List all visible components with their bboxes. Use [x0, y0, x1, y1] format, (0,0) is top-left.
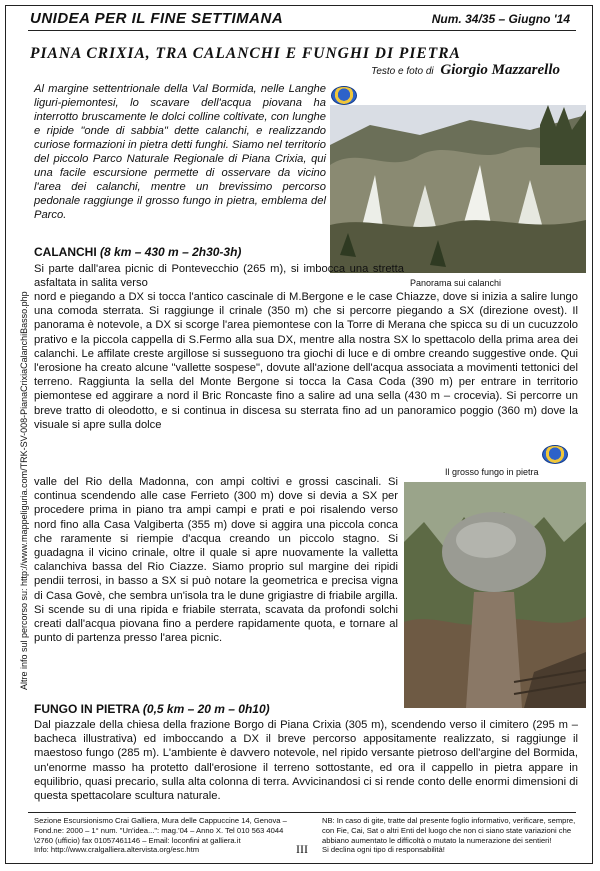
top-photo-caption: Panorama sui calanchi	[410, 278, 502, 288]
calanchi-paragraph-2: nord e piegando a DX si tocca l'antico cascinale di M.Bergone e le case Chiazze, dove si inizia a salire lungo una comoda sterrata. Si raggiunge il crinale (350 m) che si percorre piegando a SX (direzione ovest). Il panorama è notevole, a DX si scorge l'area piemontese con la Torre di Merana che spicca su di un cucuzzolo prativo e la piccola cappella di S.Fermo alla sua DX, mentre alla nostra SX lo spettacolo della prima area dei calanchi. Le affilate creste argillose si susseguono tra giochi di luce e di ombre creando suggestive onde. Qui l'erosione ha creato alcune "vallette sospese", dovute all'azione dell'acqua associata a movimenti tettonici del terreno. Raggiunta la sella del Monte Bergone si tocca la Casa Coda (390 m) per entrare in territorio piemontese ed aggirare a nord il Bric Roncaste fino a salire ad una sella (430 m – crocevia). Si percorre un breve tratto di oleodotto, e si continua in discesa su sterrata fino ad un panoramico poggio (360 m) dove la visuale si apre sulla dolce	[34, 291, 578, 431]
bottom-photo-caption: Il grosso fungo in pietra	[445, 467, 539, 477]
section-fungo-name: FUNGO IN PIETRA	[34, 702, 140, 716]
newsletter-title: UNIDEA PER IL FINE SETTIMANA	[30, 10, 284, 27]
footer-link[interactable]: Info: http://www.cralgalliera.altervista.org/esc.htm	[34, 845, 200, 855]
fungo-paragraph: Dal piazzale della chiesa della frazione Borgo di Piana Crixia (305 m), scendendo verso il cimitero (295 m – bacheca illustrativa) ed imboccando a DX il breve percorso appositamente realizzato, si raggiunge il maestoso fungo (285 m). L'ambiente è davvero notevole, nel ripido versante pietroso dell'argine del Bormida, un'enorme masso ha protetto dall'erosione il terreno sottostante, ed ora il cappello in pietra appare in equilibrio, quasi precario, sulla alta colonna di terra. Avvicinandosi ci si rende conto delle enormi dimensioni di questa spettacolare scultura naturale.	[34, 719, 578, 803]
header-rule	[28, 30, 576, 31]
disclaimer-emphasis: Si declina ogni tipo di responsabilità!	[322, 845, 445, 855]
section-fungo-detail: (0,5 km – 20 m – 0h10)	[142, 702, 270, 716]
disclaimer-text: NB: In caso di gite, tratte dal presente foglio informativo, verificare, sempre, con Fie, Cai, Sat o altri Enti del luogo che non ci siano state variazioni che abbiano aumentato le difficoltà o mutato la numerazione dei sentieri!	[322, 816, 576, 845]
author-name: Giorgio Mazzarello	[440, 62, 560, 78]
section-calanchi-title	[34, 245, 241, 259]
sidebar-link[interactable]: Altre info sul percorso su: http://www.mappeliguria.com/TRK-SV-008-PianaCrixiaCalanchiBasso.php	[19, 291, 29, 690]
fungo-photo	[404, 482, 586, 708]
calanchi-photo-drawing	[330, 105, 586, 273]
calanchi-paragraph-1: Si parte dall'area picnic di Pontevecchio (265 m), si imbocca una stretta asfaltata in salita verso	[34, 263, 404, 290]
section-calanchi-name: CALANCHI	[34, 245, 97, 259]
footer-disclaimer	[322, 816, 582, 855]
author-credit	[371, 62, 560, 79]
footer-line: Sezione Escursionismo Crai Galliera, Mura delle Cappuccine 14, Genova –	[34, 816, 287, 825]
calanchi-photo	[330, 105, 586, 273]
page-number: III	[296, 842, 308, 856]
article-title: PIANA CRIXIA, TRA CALANCHI E FUNGHI DI PIETRA	[30, 45, 461, 62]
footer-contact	[34, 816, 294, 855]
footer-line: \2760 (ufficio) fax 01057461146 – Email: loconfini at galliera.it	[34, 835, 241, 845]
section-calanchi-detail: (8 km – 430 m – 2h30-3h)	[100, 245, 242, 259]
park-logo-icon	[542, 445, 568, 464]
park-logo-icon	[331, 86, 357, 105]
footer-line: Fond.ne: 2000 – 1° num. "Un'idea...": mag.'04 – Anno X. Tel 010 563 4044	[34, 825, 284, 835]
calanchi-paragraph-3: valle del Rio della Madonna, con ampi coltivi e grossi cascinali. Si continua scendendo alle case Ferrieto (300 m) dove si devia a SX per procedere prima in piano tra ampi campi e prati e poi risalendo verso nord fino alla Casa Valgiberta (355 m) dove si aggira una piccola conca che raramente si riempie d'acqua creando un piccolo stagno. Si guadagna il vicino crinale, oltre il quale si apre nuovamente la valletta calanchiva bassa del Rio Ciazze. Siamo proprio sul margine dei ripidi pendii terrosi, in basso a SX si può notare la geometrica e precisa vigna di Casa Govè, che sembra un'isola tra le dune grigiastre di friabile argilla. Si scende su di una ripida e friabile sterrata, scavata da profondi solchi creati dall'acqua piovana fino a perdere rapidamente quota, e tornare al punto di partenza presso l'area picnic.	[34, 476, 398, 645]
credit-label: Testo e foto di	[371, 66, 434, 77]
section-fungo-title	[34, 702, 270, 716]
fungo-photo-drawing	[404, 482, 586, 708]
issue-number: Num. 34/35 – Giugno '14	[431, 12, 570, 26]
footer-rule	[28, 812, 576, 813]
article-intro: Al margine settentrionale della Val Bormida, nelle Langhe liguri-piemontesi, lo scavare dell'acqua piovana ha interrotto bruscamente le dolci colline coltivate, con lunghe e ripide "onde di sabbia" dette calanchi, e realizzando curiose formazioni in pietra detti funghi. Siamo nel territorio del piccolo Parco Naturale Regionale di Piana Crixia, qui una facile escursione permette di osservare da vicino l'area dei calanchi, mentre un brevissimo percorso pedonale raggiunge il grosso fungo in pietra, emblema del Parco.	[34, 83, 326, 221]
